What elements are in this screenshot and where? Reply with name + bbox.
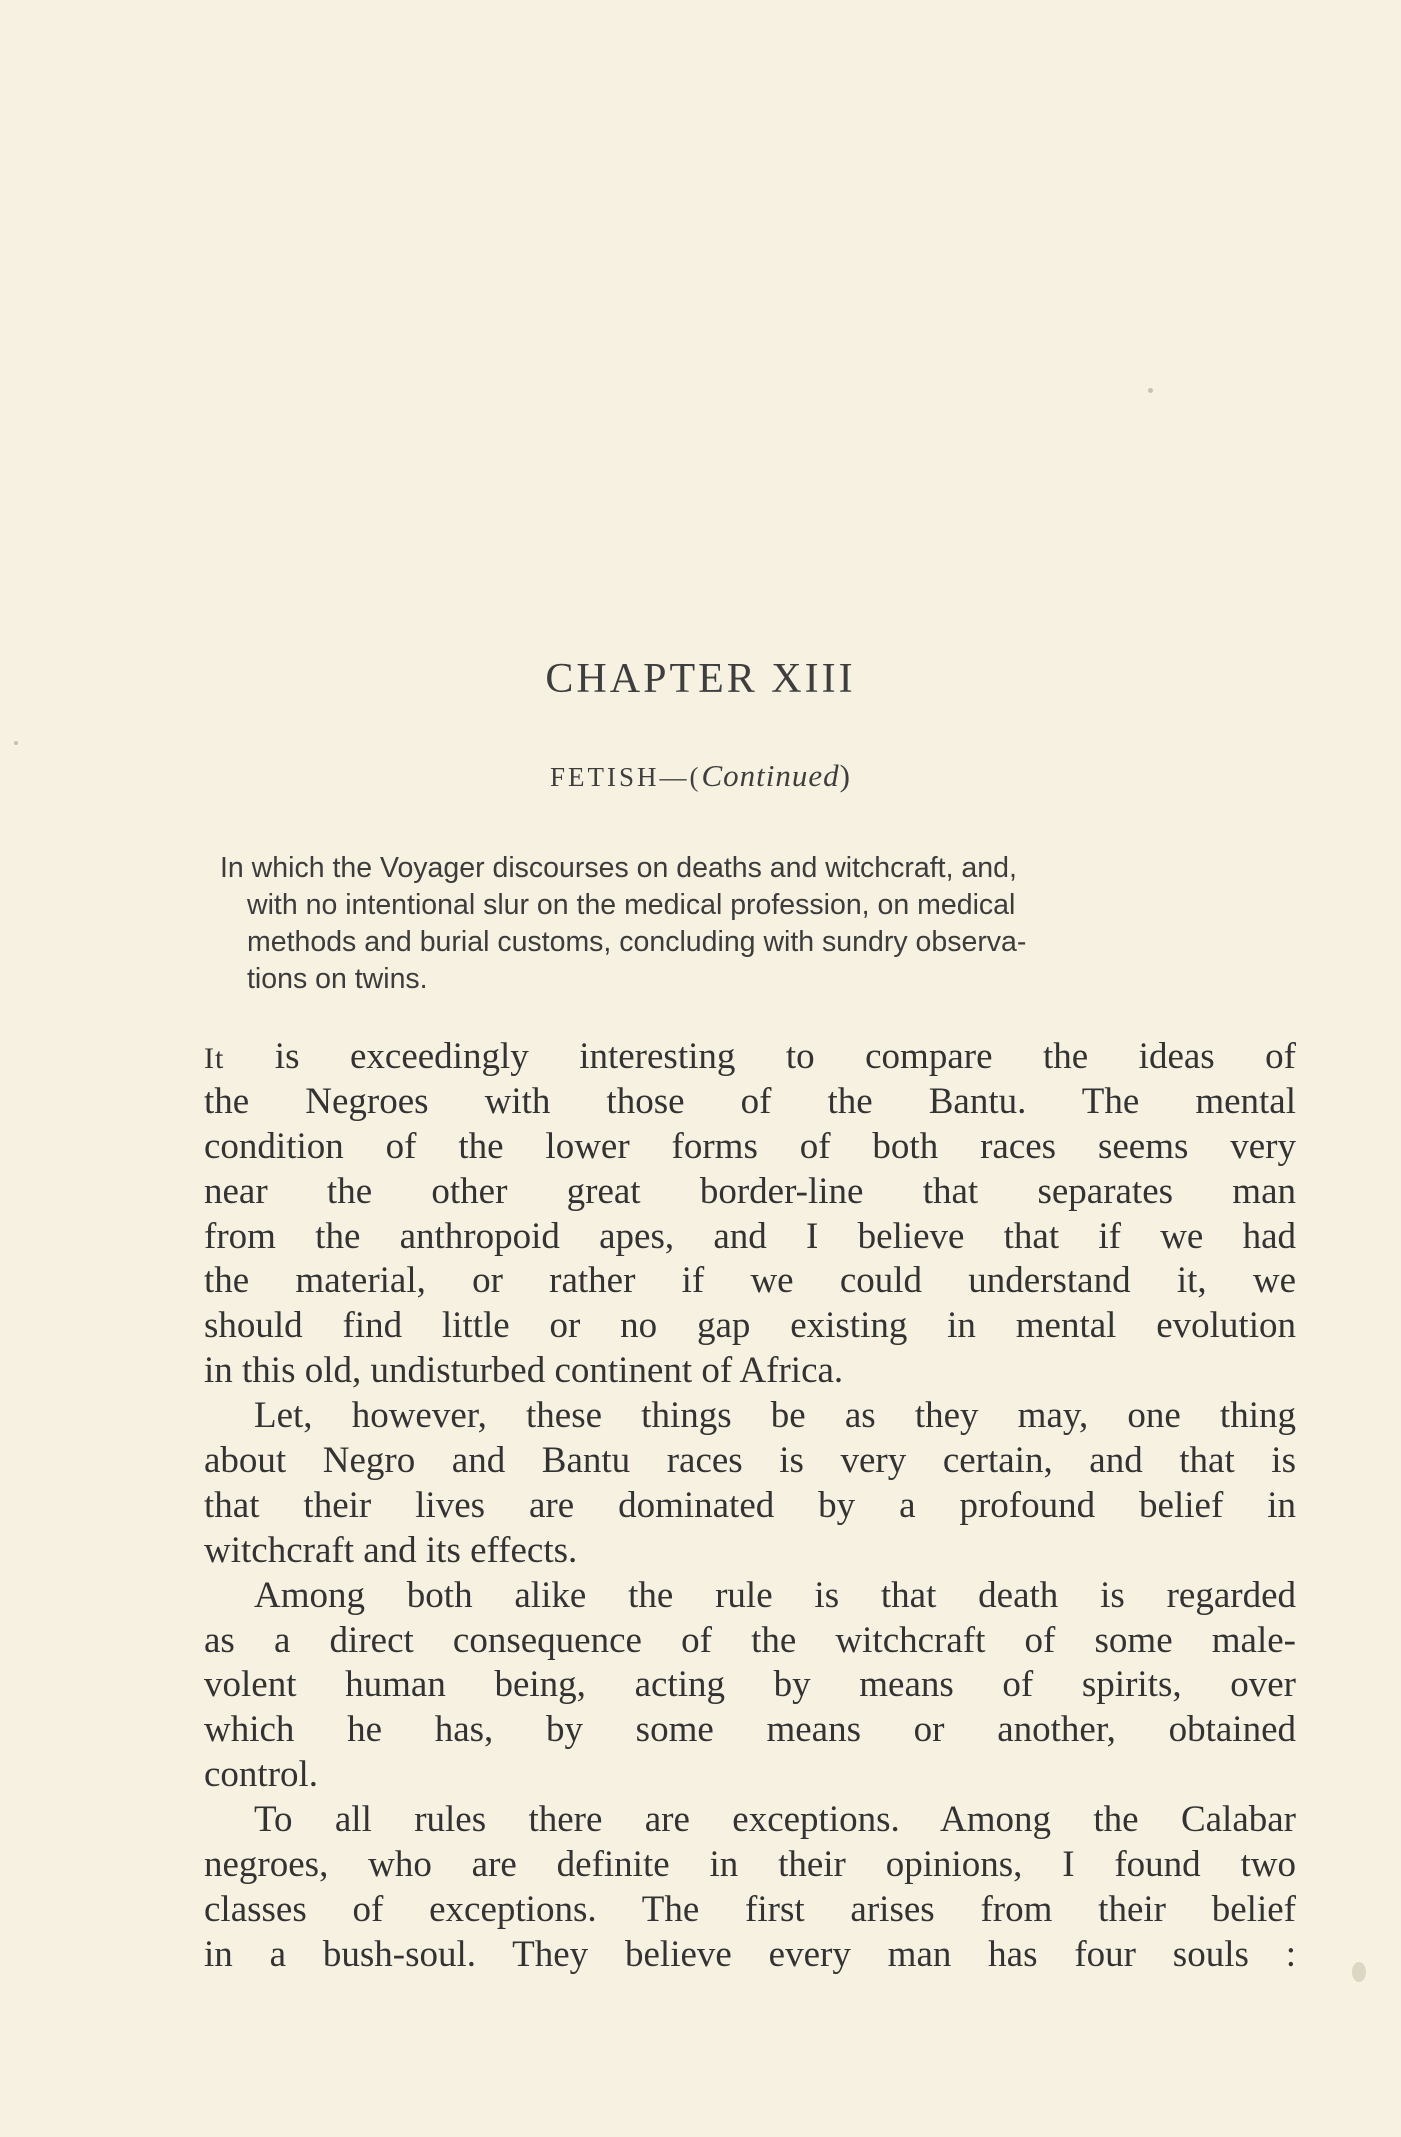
body-line: that their lives are dominated by a profound belief in [204, 1484, 1296, 1526]
summary-line: tions on twins. [247, 963, 428, 995]
body-line: which he has, by some means or another, obtained [204, 1709, 1296, 1751]
body-line: volent human being, acting by means of spirits, over [204, 1664, 1296, 1706]
body-line: To all rules there are exceptions. Among the Calabar [254, 1799, 1296, 1841]
chapter-title: CHAPTER XIII [545, 656, 856, 702]
body-line: control. [204, 1754, 319, 1796]
body-line: should find little or no gap existing in mental evolution [204, 1305, 1296, 1347]
subtitle-close: ) [839, 758, 851, 793]
body-line: in this old, undisturbed continent of Africa. [204, 1350, 844, 1392]
summary-line: In which the Voyager discourses on deaths and witchcraft, and, [220, 852, 1017, 884]
body-line: negroes, who are definite in their opinions, I found two [204, 1844, 1296, 1886]
summary-line: methods and burial customs, concluding with sundry observa- [247, 926, 1027, 958]
chapter-subtitle [0, 758, 1401, 794]
drop-word: It [204, 1042, 225, 1075]
paper-speck [14, 741, 18, 745]
summary-line: with no intentional slur on the medical profession, on medical [247, 889, 1016, 921]
body-line: the material, or rather if we could understand it, we [204, 1260, 1296, 1302]
body-line: Let, however, these things be as they may, one thing [254, 1395, 1296, 1437]
subtitle-main: FETISH—( [550, 762, 702, 792]
body-text [204, 1035, 1296, 1978]
paper-speck [1148, 388, 1153, 393]
body-line: Among both alike the rule is that death is regarded [254, 1574, 1296, 1616]
body-line: in a bush-soul. They believe every man has four souls : [204, 1933, 1296, 1975]
subtitle-italic: Continued [701, 758, 840, 793]
chapter-summary [220, 850, 1297, 998]
body-line: as a direct consequence of the witchcraft of some male- [204, 1619, 1296, 1661]
body-line: near the other great border-line that separates man [204, 1170, 1296, 1212]
body-line: witchcraft and its effects. [204, 1529, 578, 1571]
paper-speck [1352, 1962, 1366, 1982]
body-line-text: is exceedingly interesting to compare the ideas of [224, 1036, 1296, 1077]
body-line: condition of the lower forms of both races seems very [204, 1125, 1296, 1167]
body-line: the Negroes with those of the Bantu. The mental [204, 1080, 1296, 1122]
body-line [204, 1035, 1296, 1080]
body-line: classes of exceptions. The first arises from their belief [204, 1888, 1296, 1930]
body-line: from the anthropoid apes, and I believe that if we had [204, 1215, 1296, 1257]
body-line: about Negro and Bantu races is very certain, and that is [204, 1440, 1296, 1482]
